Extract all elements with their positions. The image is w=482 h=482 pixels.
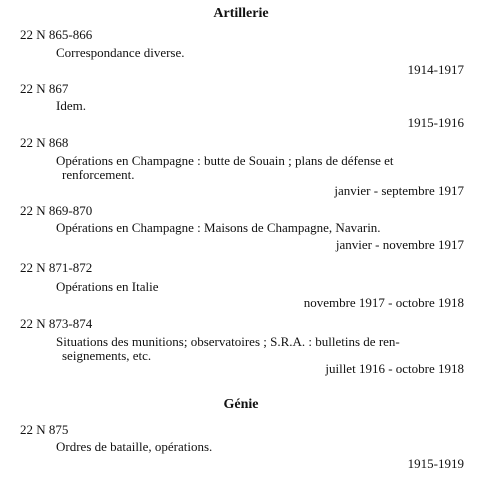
entry-code: 22 N 869-870 [20,203,93,218]
entry-description: Idem. [56,98,86,113]
entry-description: Opérations en Champagne : Maisons de Champagne, Navarin. [56,220,381,235]
entry-code: 22 N 873-874 [20,316,93,331]
entry-description-line: seignements, etc. [62,348,152,363]
entry-description-line: renforcement. [62,167,135,182]
entry-date: 1915-1919 [407,456,464,471]
entry-description [56,335,464,363]
entry-code: 22 N 865-866 [20,27,93,42]
entry-date: 1914-1917 [407,62,464,77]
section-heading-genie: Génie [223,397,259,412]
entry-description: Ordres de bataille, opérations. [56,439,213,454]
entry-code: 22 N 871-872 [20,260,93,275]
entry-date: juillet 1916 - octobre 1918 [325,361,464,376]
entry-date: janvier - septembre 1917 [334,183,464,198]
entry-code: 22 N 875 [20,422,69,437]
entry-description: Correspondance diverse. [56,45,185,60]
entry-code: 22 N 867 [20,81,69,96]
section-heading-artillerie: Artillerie [213,6,269,21]
entry-description [56,154,464,182]
entry-date: novembre 1917 - octobre 1918 [303,295,464,310]
entry-date: janvier - novembre 1917 [335,237,464,252]
entry-description: Opérations en Italie [56,279,159,294]
entry-code: 22 N 868 [20,135,69,150]
entry-description-line: Opérations en Champagne : butte de Souain ; plans de défense et [56,153,394,168]
entry-date: 1915-1916 [407,115,464,130]
entry-description-line: Situations des munitions; observatoires ; S.R.A. : bulletins de ren- [56,334,400,349]
